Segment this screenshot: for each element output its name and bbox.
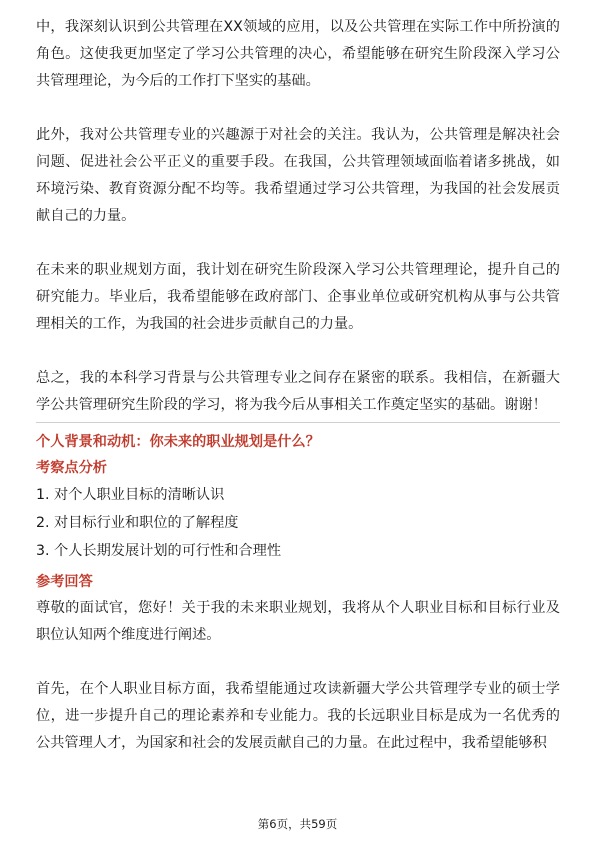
analysis-list [36, 481, 560, 565]
section-divider [36, 422, 560, 423]
answer-heading: 参考回答 [36, 574, 93, 590]
analysis-heading: 考察点分析 [36, 460, 107, 476]
paragraph-1: 中，我深刻认识到公共管理在XX领域的应用，以及公共管理在实际工作中所扮演的角色。这使我更加坚定了学习公共管理的决心，希望能够在研究生阶段深入学习公共管理理论，为今后的工作打下坚实的基础。 [36, 19, 560, 89]
question-title: 个人背景和动机：你未来的职业规划是什么？ [36, 434, 320, 450]
paragraph-4: 总之，我的本科学习背景与公共管理专业之间存在紧密的联系。我相信，在新疆大学公共管理研究生阶段的学习，将为我今后从事相关工作奠定坚实的基础。谢谢！ [36, 370, 560, 413]
list-item: 1. 对个人职业目标的清晰认识 [36, 487, 225, 503]
paragraph-2: 此外，我对公共管理专业的兴趣源于对社会的关注。我认为，公共管理是解决社会问题、促进社会公平正义的重要手段。在我国，公共管理领域面临着诸多挑战，如环境污染、教育资源分配不均等。我希望通过学习公共管理，为我国的社会发展贡献自己的力量。 [36, 127, 560, 224]
list-item: 3. 个人长期发展计划的可行性和合理性 [36, 543, 282, 559]
list-item: 2. 对目标行业和职位的了解程度 [36, 515, 239, 531]
paragraph-3: 在未来的职业规划方面，我计划在研究生阶段深入学习公共管理理论，提升自己的研究能力。毕业后，我希望能够在政府部门、企事业单位或研究机构从事与公共管理相关的工作，为我国的社会进步贡献自己的力量。 [36, 262, 560, 332]
page-number: 第6页，共59页 [257, 817, 338, 831]
answer-paragraph-1: 尊敬的面试官，您好！关于我的未来职业规划，我将从个人职业目标和目标行业及职位认知两个维度进行阐述。 [36, 600, 560, 643]
answer-paragraph-2: 首先，在个人职业目标方面，我希望能通过攻读新疆大学公共管理学专业的硕士学位，进一步提升自己的理论素养和专业能力。我的长远职业目标是成为一名优秀的公共管理人才，为国家和社会的发展贡献自己的力量。在此过程中，我希望能够积 [36, 681, 560, 751]
document-body [36, 14, 560, 757]
